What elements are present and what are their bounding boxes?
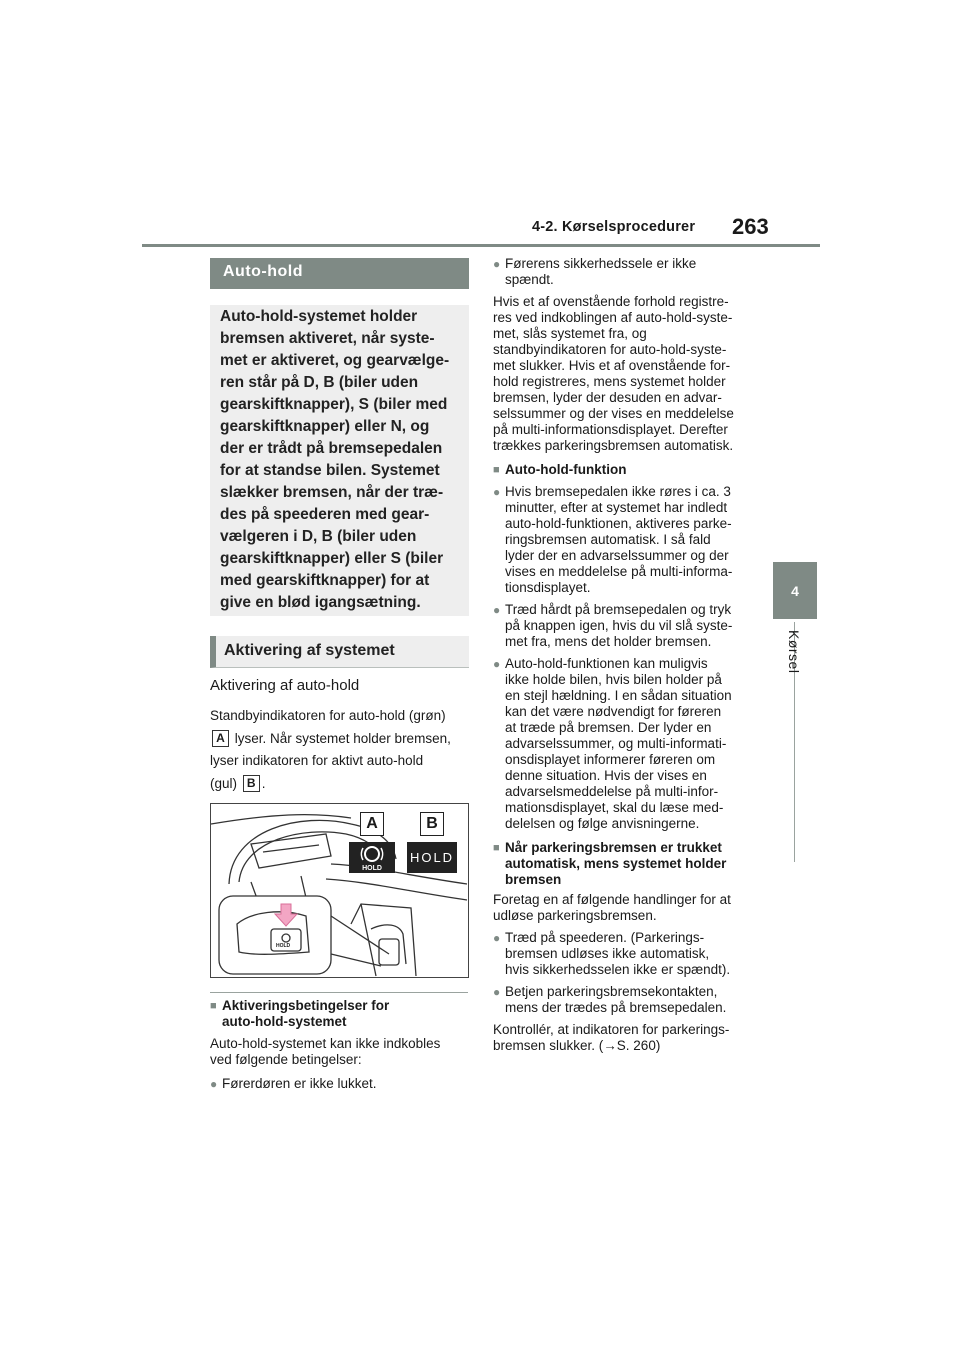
intro-line: gearskiftknapper), S (biler med xyxy=(220,396,448,413)
bullet-line: onsdisplayet informerer føreren om xyxy=(505,752,716,767)
paragraph-line: hold registreres, mens systemet holder xyxy=(493,374,726,389)
bullet-line: vises en meddelelse på multi-informa- xyxy=(505,564,733,579)
parking-heading-line: bremsen xyxy=(505,872,562,887)
activation-text: . xyxy=(261,775,266,791)
paragraph-line: res ved indkoblingen af auto-hold-syste- xyxy=(493,310,733,325)
figure-label-b: B xyxy=(420,812,444,836)
intro-line: slækker bremsen, når der træ- xyxy=(220,484,444,501)
bullet-line: ● Auto-hold-funktionen kan muligvis xyxy=(505,656,708,671)
activation-line xyxy=(210,728,472,751)
bullet-line: ikke holde bilen, hvis bilen holder på xyxy=(505,672,722,687)
parking-text-line: Foretag en af følgende handlinger for at xyxy=(493,892,731,907)
figure-label-a: A xyxy=(360,812,384,836)
switch-button-text: HOLD xyxy=(276,943,291,949)
paragraph-line: Hvis et af ovenstående forhold registre- xyxy=(493,294,729,309)
bullet-line: ● Træd på speederen. (Parkerings- xyxy=(505,930,705,945)
bullet-line: hvis sikkerhedsselen ikke er spændt). xyxy=(505,962,731,977)
bullet-line: ● Betjen parkeringsbremsekontakten, xyxy=(505,984,718,999)
condition-bullet-line: ● Førerens sikkerhedssele er ikke xyxy=(505,256,697,271)
bullet-line: minutter, efter at systemet har indledt xyxy=(505,500,728,515)
label-a: A xyxy=(212,730,229,747)
parking-heading-line: automatisk, mens systemet holder xyxy=(505,856,727,871)
paragraph-line: på multi-informationsdisplayet. Derefter xyxy=(493,422,728,437)
section-title: 4-2. Kørselsprocedurer xyxy=(532,219,696,235)
chapter-number: 4 xyxy=(791,582,799,599)
intro-line: gearskiftknapper) eller S (biler xyxy=(220,550,444,567)
paragraph-line: met slukker. Hvis et af ovenstående for- xyxy=(493,358,731,373)
page-number: 263 xyxy=(732,214,769,239)
closing-text: bremsen slukker. ( xyxy=(493,1038,604,1053)
parking-text xyxy=(493,892,755,924)
header-rule xyxy=(142,244,820,247)
parking-closing xyxy=(493,1022,755,1054)
function-bullet xyxy=(493,656,755,832)
parking-heading-line: ■ Når parkeringsbremsen er trukket xyxy=(505,840,722,855)
intro-line: met er aktiveret, og gearvælge- xyxy=(220,352,450,369)
closing-line: Kontrollér, at indikatoren for parkerings- xyxy=(493,1022,730,1037)
bullet-line: advarselsmeddelelse på multi-infor- xyxy=(505,784,719,799)
parking-text-line: udløse parkeringsbremsen. xyxy=(493,908,657,923)
intro-line: give en blød igangsætning. xyxy=(220,594,421,611)
column-right xyxy=(493,256,755,1054)
paragraph-line: standbyindikatoren for auto-hold-syste- xyxy=(493,342,727,357)
activation-subtitle: Aktivering af auto-hold xyxy=(210,677,360,694)
intro-line: vælgeren i D, B (biler uden xyxy=(220,528,417,545)
label-b: B xyxy=(243,775,260,792)
conditions-text-line: ved følgende betingelser: xyxy=(210,1052,362,1067)
function-bullet xyxy=(493,484,755,596)
intro-line: Auto-hold-systemet holder xyxy=(220,308,418,325)
conditions-paragraph xyxy=(493,294,755,454)
activation-text: (gul) xyxy=(210,775,241,791)
bullet-line: kan det være nødvendigt for føreren xyxy=(505,704,722,719)
standby-indicator xyxy=(349,842,395,873)
bullet-line: mationsdisplayet, skal du læse med- xyxy=(505,800,724,815)
bullet-line: mens der trædes på bremsepedalen. xyxy=(505,1000,727,1015)
conditions-heading xyxy=(210,998,472,1030)
closing-line xyxy=(493,1038,755,1054)
activation-paragraph xyxy=(210,705,472,795)
activation-text: lyser. Når systemet holder bremsen, xyxy=(231,730,451,746)
condition-bullet: ● Førerdøren er ikke lukket. xyxy=(210,1076,472,1092)
intro-line: med gearskiftknapper) for at xyxy=(220,572,430,589)
paragraph-line: selssummer og der vises en meddelelse xyxy=(493,406,734,421)
arrow-right-icon: → xyxy=(603,1038,617,1053)
bullet-line: denne situation. Hvis der vises en xyxy=(505,768,707,783)
bullet-line: lyder der en advarselssummer og der xyxy=(505,548,729,563)
heading-auto-hold: Auto-hold xyxy=(210,258,469,289)
bullet-line: en stejl hældning. I en sådan situation xyxy=(505,688,732,703)
intro-line: gearskiftknapper) eller N, og xyxy=(220,418,430,435)
standby-indicator-text: HOLD xyxy=(362,865,382,872)
function-heading: ■ Auto-hold-funktion xyxy=(493,462,755,478)
parking-bullet xyxy=(493,930,755,978)
intro-line: des på speederen med gear- xyxy=(220,506,430,523)
bullet-line: bremsen udløses ikke automatisk, xyxy=(505,946,710,961)
conditions-text xyxy=(210,1036,472,1068)
condition-bullet xyxy=(493,256,755,288)
bullet-line: tionsdisplayet. xyxy=(505,580,591,595)
intro-box xyxy=(210,305,469,616)
conditions-heading-line: ■ Aktiveringsbetingelser for xyxy=(222,998,390,1013)
conditions-heading-line: auto-hold-systemet xyxy=(222,1014,347,1029)
paragraph-line: bremsen, lyder der desuden en advar- xyxy=(493,390,722,405)
intro-line: der er trådt på bremsepedalen xyxy=(220,440,443,457)
bullet-line: ringsbremsen automatisk. I så fald xyxy=(505,532,711,547)
parking-heading xyxy=(493,840,755,888)
figure-rule xyxy=(210,992,468,993)
bullet-line: met fra, mens det holder bremsen. xyxy=(505,634,712,649)
bullet-line: advarselssummer, og multi-informati- xyxy=(505,736,727,751)
chapter-tab xyxy=(773,562,817,619)
intro-line: for at standse bilen. Systemet xyxy=(220,462,440,479)
conditions-text-line: Auto-hold-systemet kan ikke indkobles xyxy=(210,1036,441,1051)
dashboard-illustration xyxy=(210,803,469,978)
chapter-label: Kørsel xyxy=(786,630,802,674)
activation-line xyxy=(210,773,472,796)
intro-line: bremsen aktiveret, når syste- xyxy=(220,330,435,347)
bullet-line: ● Træd hårdt på bremsepedalen og tryk xyxy=(505,602,732,617)
paragraph-line: met, slås systemet fra, og xyxy=(493,326,647,341)
paragraph-line: trækkes parkeringsbremsen automatisk. xyxy=(493,438,734,453)
conditions-block-1 xyxy=(210,998,472,1092)
activation-line: lyser indikatoren for aktivt auto-hold xyxy=(210,753,424,768)
active-indicator: HOLD xyxy=(407,842,457,873)
condition-bullet-line: spændt. xyxy=(505,272,554,287)
bullet-line: ● Hvis bremsepedalen ikke røres i ca. 3 xyxy=(505,484,731,499)
parking-bullet xyxy=(493,984,755,1016)
bullet-line: delelsen og følge anvisningerne. xyxy=(505,816,700,831)
bullet-line: på knappen igen, hvis du vil slå syste- xyxy=(505,618,733,633)
function-bullet xyxy=(493,602,755,650)
bullet-line: auto-hold-funktionen, aktiveres parke- xyxy=(505,516,732,531)
activation-line: Standbyindikatoren for auto-hold (grøn) xyxy=(210,708,446,723)
bullet-line: at træde på bremsen. Der lyder en xyxy=(505,720,712,735)
heading-activation: Aktivering af systemet xyxy=(210,636,469,668)
page-reference: S. 260) xyxy=(616,1038,661,1053)
intro-line: ren står på D, B (biler uden xyxy=(220,374,419,391)
